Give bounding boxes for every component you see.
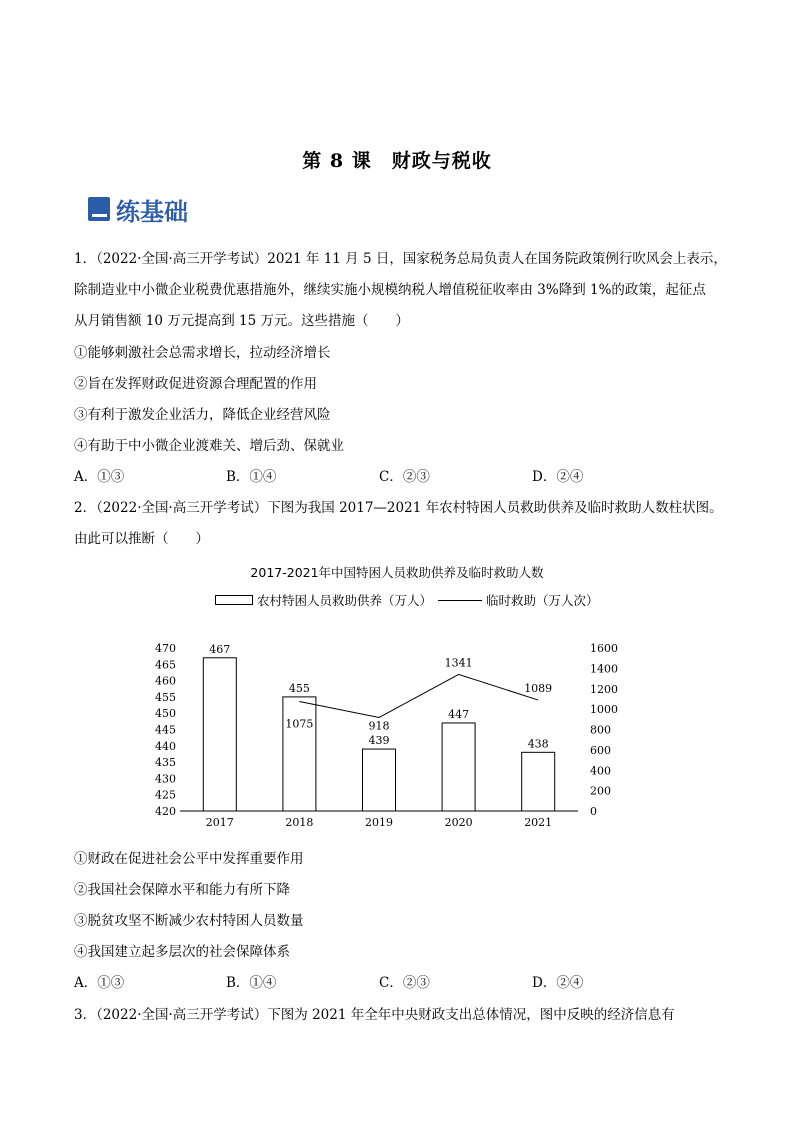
right-axis-tick-label: 1400 [590,662,618,676]
right-axis-tick-label: 1200 [590,682,618,696]
section-label: 练基础 [116,197,188,226]
chart-title: 2017-2021年中国特困人员救助供养及临时救助人数 [250,565,544,580]
q2-stem-line: 2．（2022·全国·高三开学考试）下图为我国 2017—2021 年农村特困人员救助供养及临时救助人数柱状图。 [74,500,723,516]
left-axis-tick-label: 470 [155,642,176,655]
q1-statement: ③有利于激发企业活力，降低企业经营风险 [74,407,331,423]
left-axis-tick-label: 445 [155,723,176,737]
bar-2019 [363,749,396,811]
right-axis-tick-label: 1600 [590,642,618,655]
q2-option-d[interactable]: D．②④ [532,975,584,991]
q1-statement: ①能够刺激社会总需求增长，拉动经济增长 [74,345,331,361]
q1-option-d[interactable]: D．②④ [532,469,584,485]
left-axis-tick-label: 455 [155,690,176,704]
left-axis-tick-label: 440 [155,739,176,753]
q2-statement: ②我国社会保障水平和能力有所下降 [74,882,290,898]
bar-2020 [442,723,475,811]
q1-option-c[interactable]: C．②③ [379,469,430,485]
line-data-label: 1075 [285,717,314,731]
legend-bar-label: 农村特困人员救助供养（万人） [257,593,433,608]
right-axis-tick-label: 1000 [590,703,618,717]
left-axis-tick-label: 425 [155,788,176,802]
legend-line-label: 临时救助（万人次） [486,593,599,608]
bar-2021 [522,752,555,811]
bar-data-label: 467 [209,642,231,656]
bar-data-label: 447 [448,707,470,721]
q2-statement: ①财政在促进社会公平中发挥重要作用 [74,851,304,867]
x-axis-tick-label: 2018 [285,816,314,829]
left-axis-tick-label: 430 [155,772,176,786]
q2-statement: ③脱贫攻坚不断减少农村特困人员数量 [74,913,304,929]
x-axis-tick-label: 2020 [444,816,473,829]
q2-option-b[interactable]: B．①④ [226,975,277,991]
right-axis-tick-label: 800 [590,723,611,737]
q3-stem-line: 3．（2022·全国·高三开学考试）下图为 2021 年全年中央财政支出总体情况，图中反映的经济信息有 [74,1007,675,1023]
x-axis-tick-label: 2019 [365,816,393,829]
x-axis-tick-label: 2021 [524,816,553,829]
left-axis-tick-label: 435 [155,756,176,770]
line-data-label: 918 [368,719,390,733]
right-axis-tick-label: 0 [590,805,597,818]
bar-2018 [283,697,316,811]
left-axis-tick-label: 465 [155,658,176,672]
x-axis-tick-label: 2017 [205,816,234,829]
line-series-临时救助 [299,674,538,717]
q1-option-a[interactable]: A．①③ [74,469,125,485]
q1-stem-line: 1．（2022·全国·高三开学考试）2021 年 11 月 5 日，国家税务总局负责人在国务院政策例行吹风会上表示， [74,251,727,267]
q2-stem-line: 由此可以推断（ ） [74,531,209,547]
right-axis-tick-label: 400 [590,764,611,778]
q1-stem-line: 除制造业中小微企业税费优惠措施外，继续实施小规模纳税人增值税征收率由 3%降到 1%的政策，起征点 [74,282,706,298]
bar-data-label: 455 [288,681,310,695]
left-axis-tick-label: 450 [155,707,176,721]
right-axis-tick-label: 600 [590,743,611,757]
q2-statement: ④我国建立起多层次的社会保障体系 [74,944,290,960]
bar-2017 [203,658,236,811]
bar-data-label: 438 [527,737,549,751]
left-axis-tick-label: 420 [155,805,176,818]
line-data-label: 1089 [524,682,553,696]
q1-statement: ④有助于中小微企业渡难关、增后劲、保就业 [74,438,344,454]
q1-option-b[interactable]: B．①④ [226,469,277,485]
q2-option-c[interactable]: C．②③ [379,975,430,991]
line-data-label: 1341 [444,656,473,670]
page-title: 第 8 课 财政与税收 [302,150,492,172]
q2-option-a[interactable]: A．①③ [74,975,125,991]
q1-stem-line: 从月销售额 10 万元提高到 15 万元。这些措施（ ） [74,313,410,329]
right-axis-tick-label: 200 [590,784,611,798]
left-axis-tick-label: 460 [155,674,176,688]
bar-data-label: 439 [368,734,390,748]
q1-statement: ②旨在发挥财政促进资源合理配置的作用 [74,376,317,392]
